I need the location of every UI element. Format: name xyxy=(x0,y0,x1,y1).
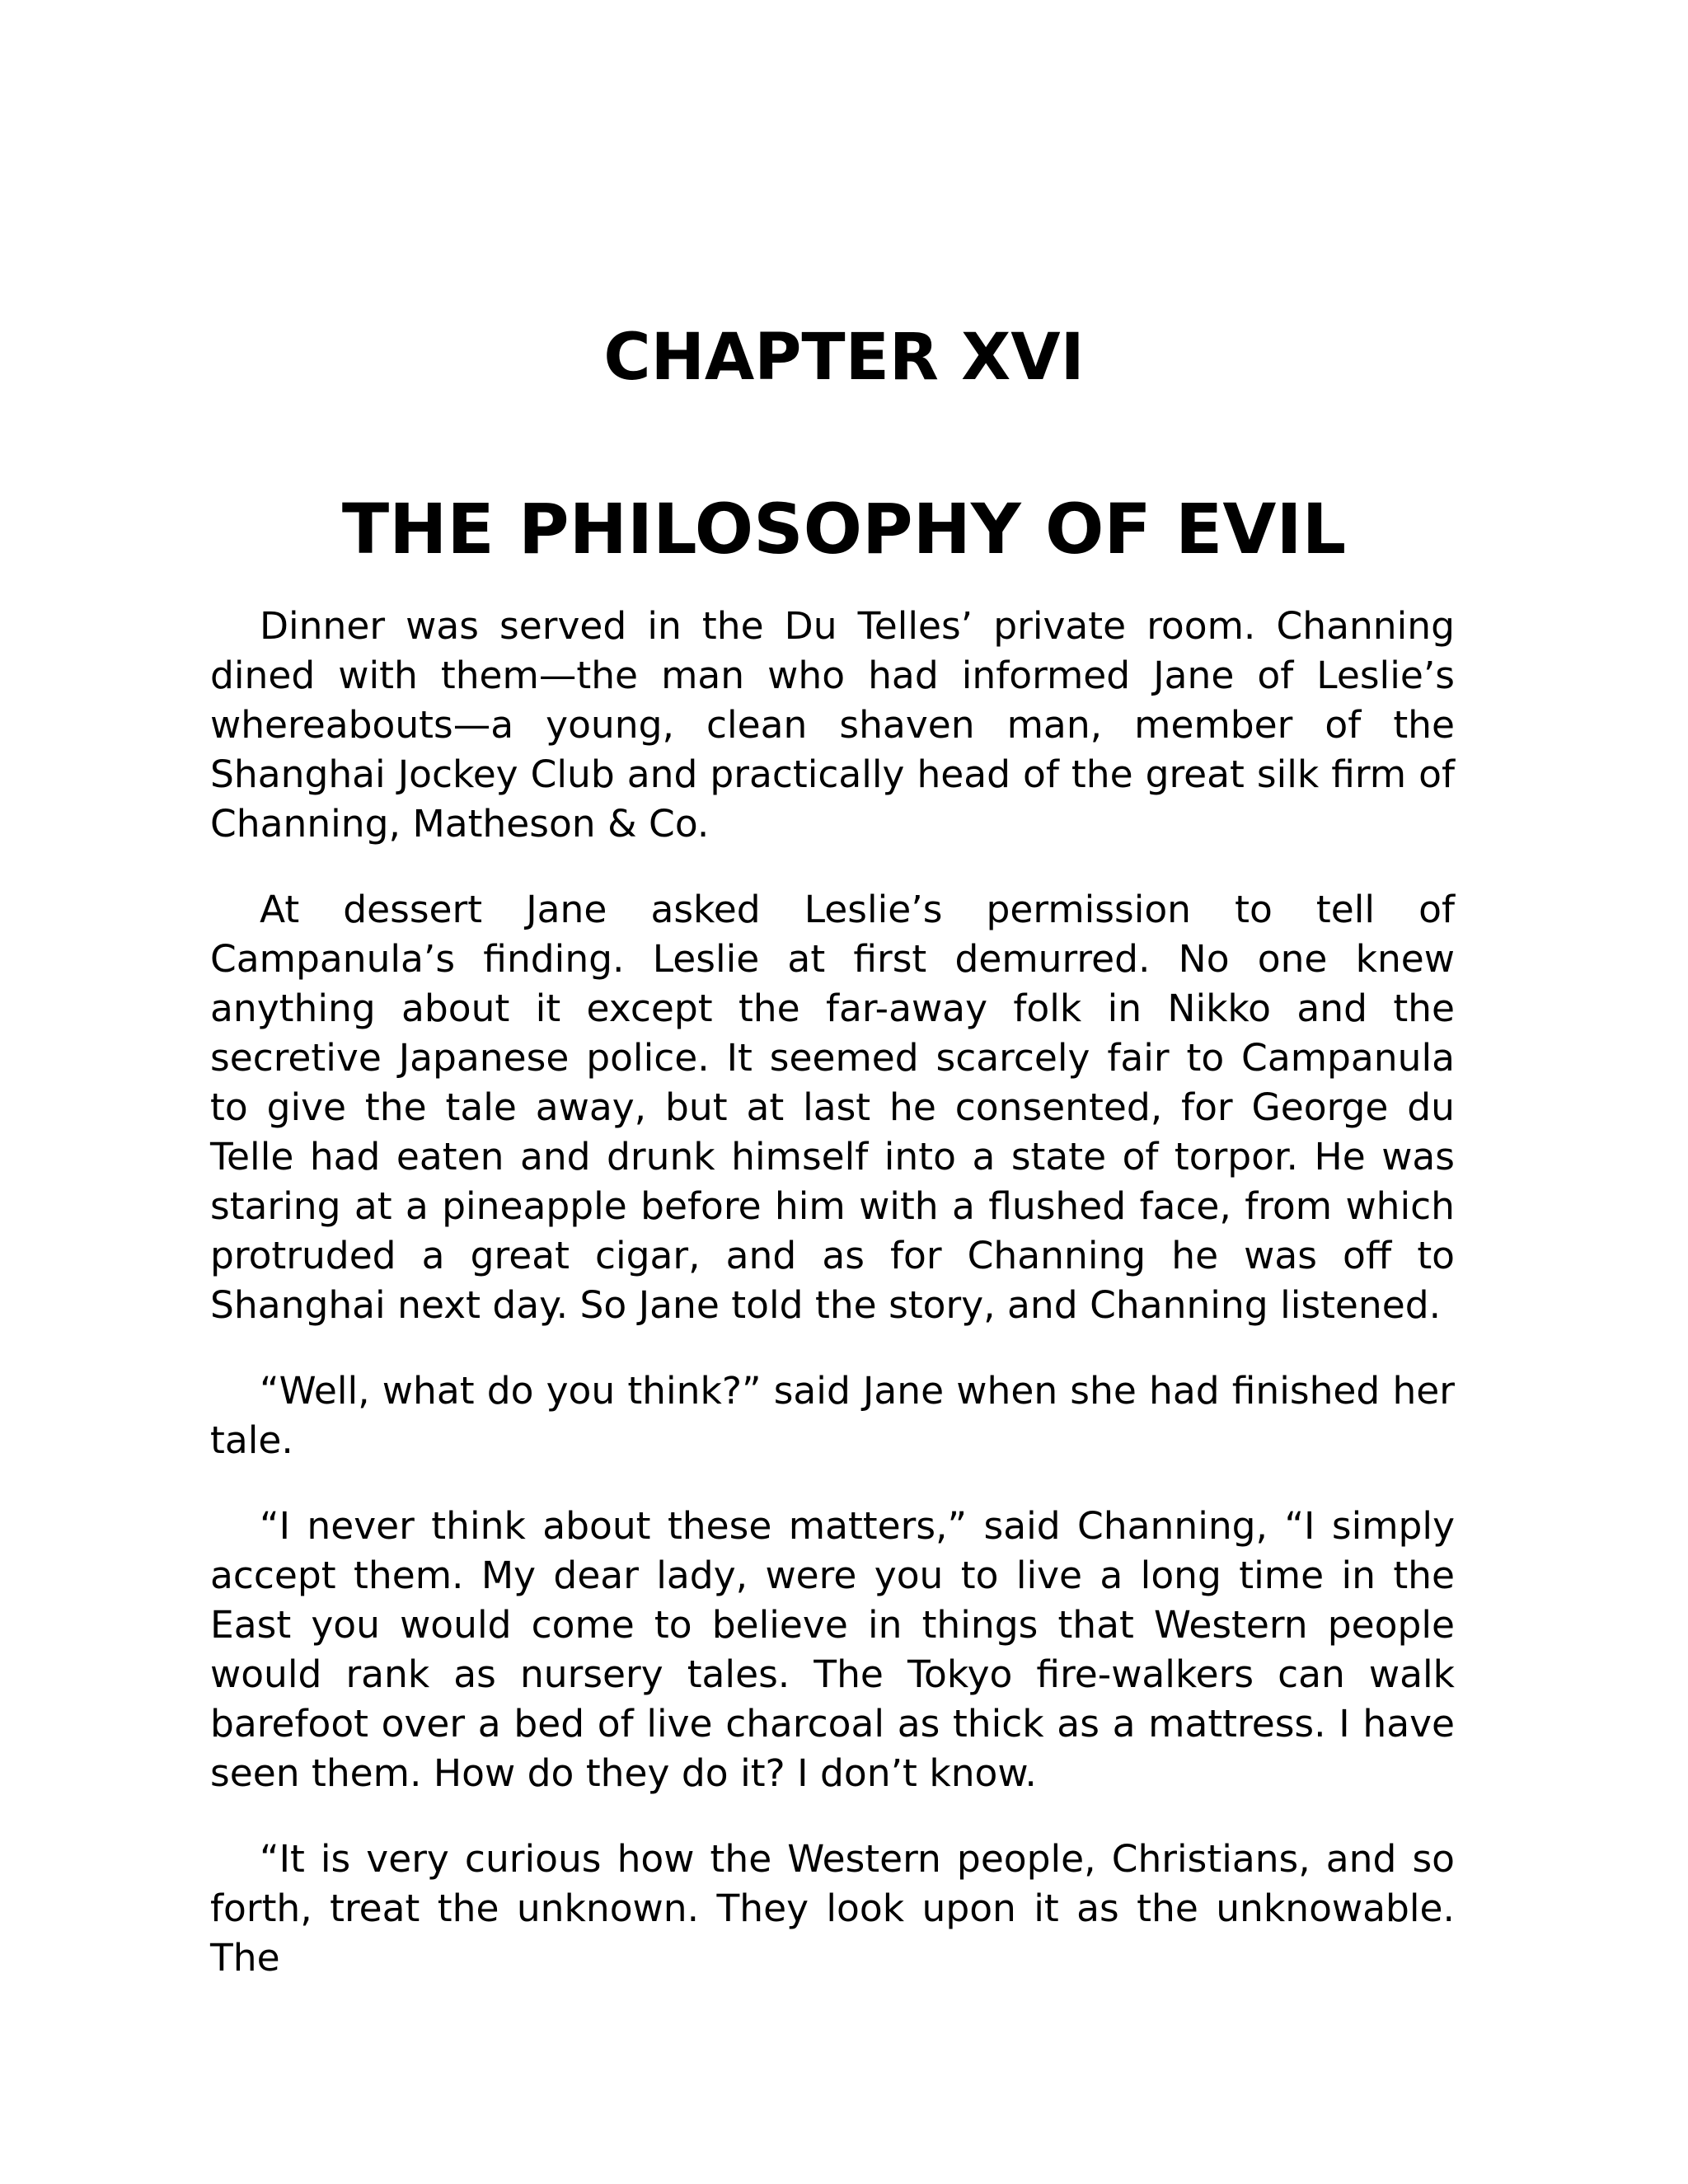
chapter-number: CHAPTER XVI xyxy=(603,321,1085,395)
paragraph: At dessert Jane asked Leslie’s permission to tell of Campanula’s finding. Leslie at first demurred. No one knew anything about it except the far-away folk in Nikko and the secretive Japanese police. It seemed scarcely fair to Campanula to give the tale away, but at last he consented, for George du Telle had eaten and drunk himself into a state of torpor. He was staring at a pineapple before him with a flushed face, from which protruded a great cigar, and as for Channing he was off to Shanghai next day. So Jane told the story, and Channing listened. xyxy=(210,888,1455,1327)
chapter-body xyxy=(210,602,1455,2019)
chapter-title: THE PHILOSOPHY OF EVIL xyxy=(341,489,1347,569)
paragraph: “It is very curious how the Western people, Christians, and so forth, treat the unknown. They look upon it as the unknowable. The xyxy=(210,1837,1455,1980)
paragraph: “I never think about these matters,” said Channing, “I simply accept them. My dear lady, were you to live a long time in the East you would come to believe in things that Western people would rank as nursery tales. The Tokyo fire-walkers can walk barefoot over a bed of live charcoal as thick as a mattress. I have seen them. How do they do it? I don’t know. xyxy=(210,1504,1455,1795)
paragraph: Dinner was served in the Du Telles’ private room. Channing dined with them—the man who had informed Jane of Leslie’s whereabouts—a young, clean shaven man, member of the Shanghai Jockey Club and practically head of the great silk firm of Channing, Matheson & Co. xyxy=(210,604,1455,846)
paragraph: “Well, what do you think?” said Jane when she had finished her tale. xyxy=(210,1369,1455,1462)
